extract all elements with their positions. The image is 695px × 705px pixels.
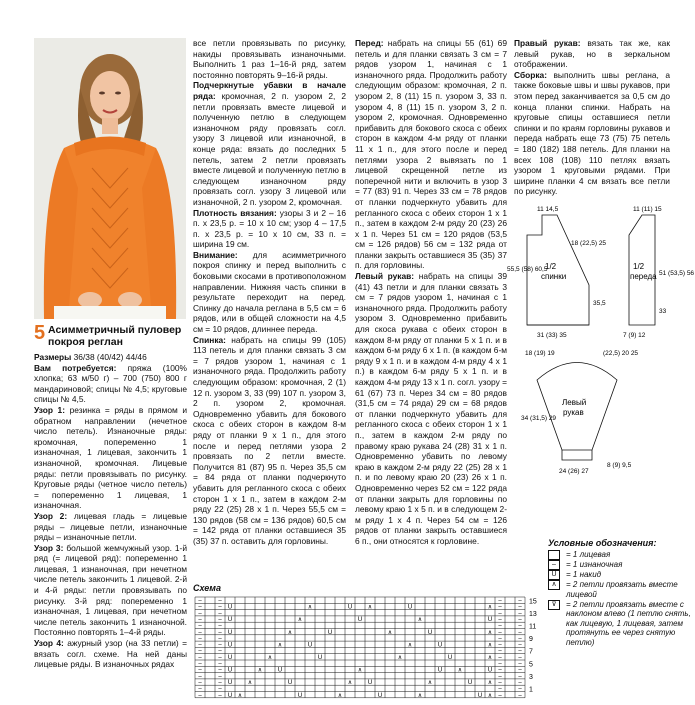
chart-purl-symbol: – [518, 623, 522, 630]
back-dim-width: 31 (33) 35 [537, 332, 567, 339]
paragraph-label: Левый рукав: [355, 271, 415, 282]
chart-purl-symbol: – [218, 667, 222, 674]
chart-stitch-symbol: U [357, 617, 363, 624]
chart-stitch-symbol: ∧ [387, 629, 393, 636]
paragraph-text: для асимметричного покроя спинку и перед выполнить с боковыми скосами в противоположном направлении. Нижняя часть спинки в результате переходит на перед. Спинку до начала реглана в 5,5 см = 6 рядов, или в общей сложности на 4,5 см = 10 рядов, длиннее переда. [193, 249, 346, 335]
chart-stitch-symbol: U [277, 667, 283, 674]
chart-row-number: 11 [529, 623, 537, 631]
pattern-name: Асимметричный пуловер покроя реглан [48, 324, 182, 348]
chart-purl-symbol: – [198, 661, 202, 668]
back-dim-height: 55,5 (58) 60,5 [507, 266, 548, 273]
chart-stitch-symbol: ∧ [337, 692, 343, 699]
chart-purl-symbol: – [218, 680, 222, 687]
legend-item [548, 600, 693, 648]
paragraph [355, 38, 507, 271]
chart-purl-symbol: – [218, 617, 222, 624]
front-label-2: переда [630, 272, 657, 281]
paragraph [34, 352, 187, 363]
legend-text: = 1 лицевая [566, 550, 611, 559]
chart-purl-symbol: – [198, 667, 202, 674]
paragraph-label: Сборка: [514, 69, 547, 80]
legend-text: = 1 накид [566, 570, 602, 579]
legend [548, 538, 693, 648]
chart-purl-symbol: – [218, 686, 222, 693]
chart-stitch-symbol: U [287, 680, 293, 687]
chart-stitch-symbol: ∧ [487, 604, 493, 611]
sleeve-dim-width: 24 (26) 27 [559, 468, 589, 475]
chart-purl-symbol: – [218, 673, 222, 680]
chart-purl-symbol: – [218, 642, 222, 649]
text-column-3 [355, 38, 507, 547]
chart-stitch-symbol: U [407, 604, 413, 611]
legend-items [548, 550, 693, 647]
chart-stitch-symbol: U [327, 629, 333, 636]
paragraph-text: пряжа (100% хлопка; 63 м/50 г) – 700 (750) 800 г мандариновой; спицы № 4,5; круговые спицы № 4,5. [34, 362, 187, 405]
chart-stitch-symbol: ∧ [457, 667, 463, 674]
chart-purl-symbol: – [518, 604, 522, 611]
paragraph-label: Спинка: [193, 334, 226, 345]
chart-row-number: 3 [529, 673, 533, 681]
chart-stitch-symbol: U [307, 642, 313, 649]
front-dim-side: 33 [659, 308, 667, 315]
paragraph-label: Узор 4: [34, 638, 64, 649]
sleeve-label-1: Левый [562, 398, 587, 407]
chart-purl-symbol: – [498, 661, 502, 668]
chart-stitch-symbol: U [227, 629, 233, 636]
chart-purl-symbol: – [218, 598, 222, 605]
sleeve-dim-top: 18 (19) 19 [525, 350, 555, 357]
paragraph-label: Узор 1: [34, 404, 65, 415]
chart-purl-symbol: – [218, 661, 222, 668]
chart-grid [195, 597, 525, 698]
chart-stitch-symbol: U [297, 692, 303, 699]
chart-row-number: 15 [529, 598, 537, 606]
chart-stitch-symbol: U [227, 655, 233, 661]
front-dim-width: 7 (9) 12 [623, 332, 646, 339]
chart-stitch-symbol: U [227, 680, 233, 687]
paragraph [514, 70, 670, 197]
paragraph-label: Размеры [34, 352, 72, 362]
chart-row-number: 9 [529, 636, 533, 644]
chart-purl-symbol: – [198, 629, 202, 636]
chart-stitch-symbol: U [467, 680, 473, 687]
paragraph [34, 405, 187, 511]
chart-purl-symbol: – [218, 623, 222, 630]
chart-stitch-symbol: U [227, 667, 233, 674]
chart-purl-symbol: – [498, 629, 502, 636]
paragraph-text: вязать так же, как левый рукав, но в зеркальном отображении. [514, 38, 670, 70]
chart-purl-symbol: – [518, 667, 522, 674]
chart-purl-symbol: – [498, 667, 502, 674]
front-dim-top: 11 (11) 15 [633, 206, 662, 213]
paragraph-label: Вам потребуется: [34, 362, 117, 373]
paragraph-text: набрать на спицы 39 (41) 43 петли и для планки связать 3 см = 7 рядов узором 1, начиная с 1 изнаночного ряда. Продолжить работу узором 3. Одновременно прибавить для скоса рукава с обеих сторон в каждом 8-м ряду от планки 5 x 1 п. и в каждом 6-м ряду 6 x 1 п. (в каждом 6-м ряду 9 x 1 п. и в каждом 4-м ряду 4 x 1 п.) в каждом 6-м ряду 5 x 1 п. и в каждом 4-м ряду 13 x 1 п. согл. узору = 61 (67) 73 п. Через 34 см = 80 рядов (31,5 см = 74 ряда) 29 см = 68 рядов от планки подчеркнуто убавить для регланного скоса с обеих сторон 1 x 1 п., затем в каждом 2-м ряду по правому краю рукава 24 (28) 31 x 1 п. Одновременно убавить по левому краю в каждом 2-м ряду 22 (25) 28 x 1 п. и по левому краю 20 (23) 26 x 1 п. Одновременно через 52 см = 122 ряда от планки закрыть для горловины по левому краю 1 x 5 п. и в следующем 2-м ряду 1 x 4 п. Через 54 см = 126 рядов от планки закрыть оставшиеся 6 п., они относятся к горловине. [355, 271, 508, 546]
chart-purl-symbol: – [198, 648, 202, 655]
chart-purl-symbol: – [218, 604, 222, 611]
paragraph-text: выполнить швы реглана, а также боковые швы и швы рукавов, при этом перед заканчивается за 0,5 см до конца планки спинки. Набрать на круговые спицы оставшиеся петли спинки и по краям горловины рукавов и переда набрать еще 73 (75) 75 петель = 180 (182) 188 петель. Для планки на всех 108 (108) 110 петлях вязать узором 1 круговыми рядами. При ширине планки 4 см вязать все петли по рисунку. [514, 69, 670, 197]
paragraph [193, 38, 346, 80]
chart-purl-symbol: – [518, 610, 522, 617]
pattern-number: 5 [34, 322, 46, 344]
sleeve-dim-cuff: 8 (9) 9,5 [607, 462, 632, 469]
chart-purl-symbol: – [198, 642, 202, 649]
sleeve-dim-height: 34 (31,5) 29 [521, 415, 557, 422]
chart-purl-symbol: – [198, 598, 202, 605]
legend-item [548, 570, 693, 580]
chart-purl-symbol: – [218, 629, 222, 636]
chart-purl-symbol: – [518, 617, 522, 624]
chart-stitch-symbol: ∧ [367, 604, 373, 611]
chart-row-number: 7 [529, 648, 533, 656]
chart-purl-symbol: – [218, 610, 222, 617]
chart-purl-symbol: – [198, 604, 202, 611]
legend-text: = 2 петли провязать вместе с наклоном влево (1 петлю снять, как лицевую, 1 лицевая, затем протянуть ее через снятую петлю) [566, 599, 691, 647]
text-column-2 [193, 38, 346, 547]
text-column-4 [514, 38, 670, 197]
chart-stitch-symbol: U [437, 667, 443, 674]
legend-symbol: ∧ [548, 580, 560, 590]
chart-stitch-symbol: ∧ [357, 667, 363, 674]
chart-stitch-symbol: ∧ [487, 629, 493, 636]
chart-purl-symbol: – [498, 686, 502, 693]
paragraph [34, 363, 187, 405]
paragraph-text: резинка = ряды в прямом и обратном направлении (нечетное число петель). Изнаночные ряды: кромочная, попеременно 1 изнаночная, 1 лицевая, закончить 1 изнаночной, кромочная. Лицевые ряды: петли провязывать по рисунку. Круговые ряды (четное число петель) = попеременно 1 лицевая, 1 изнаночная. [34, 404, 187, 511]
chart-stitch-symbol: ∧ [237, 692, 243, 699]
chart-purl-symbol: – [518, 648, 522, 655]
chart-purl-symbol: – [498, 642, 502, 649]
paragraph [34, 543, 187, 638]
chart-purl-symbol: – [498, 604, 502, 611]
chart-stitch-symbol: ∧ [247, 680, 253, 687]
chart-purl-symbol: – [498, 636, 502, 643]
paragraph-text: набрать на спицы 99 (105) 113 петель и для планки связать 3 см = 7 рядов узором 1, начиная с 1 изнаночного ряда. Продолжить работу следующим образом: кромочная, 2 (1) 12 п. узором 3, 33 (99) 107 п. узором 3, 2 п. узором 2, кромочная. Одновременно убавить для бокового скоса с обеих сторон в каждом 8-м ряду от планки 9 x 1 п., для этого после и перед петлями узора 2 провязать по 2 петли вместе. Получится 81 (87) 95 п. Через 35,5 см = 84 ряда от планки подчеркнуто убавить для регланного скоса с обеих сторон 1 x 1 п., затем в каждом 2-м ряду 22 (25) 28 x 1 п. Через 55,5 см = 130 рядов (58 см = 136 рядов) 60,5 см = 142 ряда от планки оставшиеся 35 (35) 37 п. оставить для горловины. [193, 334, 346, 546]
chart-stitch-symbol: U [427, 629, 433, 636]
chart-stitch-symbol: U [487, 617, 493, 624]
paragraph-text: кромочная, 2 п. узором 2, 2 петли провязать вместе лицевой и полученную петлю в следующем изнаночном ряду провязать согл. узору 3 лицевой или изнаночной, в конце ряда: вязать до последних 5 петель, затем 2 петли провязать вместе лицевой и полученную петлю в следующем изнаночном ряду провязать согл. узору 3 лицевой или изнаночной, 2 п. узором 2, кромочная. [193, 90, 346, 207]
paragraph-label: Плотность вязания: [193, 207, 277, 218]
chart-stitch-symbol: ∧ [397, 655, 403, 661]
chart-stitch-symbol: U [367, 680, 373, 687]
paragraph-text: лицевая гладь = лицевые ряды – лицевые петли, изнаночные ряды – изнаночные петли. [34, 510, 187, 543]
chart-stitch-symbol: ∧ [277, 642, 283, 649]
chart-purl-symbol: – [498, 617, 502, 624]
chart-title: Схема [193, 583, 221, 593]
chart-purl-symbol: – [518, 680, 522, 687]
chart-purl-symbol: – [518, 636, 522, 643]
chart-purl-symbol: – [498, 692, 502, 699]
chart-stitch-symbol: ∧ [487, 642, 493, 649]
legend-symbol [548, 550, 560, 560]
chart-purl-symbol: – [218, 655, 222, 661]
paragraph [34, 511, 187, 543]
chart-purl-symbol: – [198, 636, 202, 643]
chart-purl-symbol: – [518, 655, 522, 661]
paragraph [34, 638, 187, 670]
chart-purl-symbol: – [198, 610, 202, 617]
chart-purl-symbol: – [518, 629, 522, 636]
legend-text: = 1 изнаночная [566, 560, 623, 569]
legend-item [548, 560, 693, 570]
chart-stitch-symbol: U [437, 642, 443, 649]
paragraph [355, 271, 507, 546]
chart-stitch-symbol: ∧ [427, 680, 433, 687]
chart-purl-symbol: – [518, 661, 522, 668]
chart-purl-symbol: – [498, 655, 502, 661]
chart-purl-symbol: – [498, 673, 502, 680]
paragraph-text: ажурный узор (на 33 петли) = вязать согл. схеме. На ней даны лицевые ряды. В изнаночных рядах [34, 638, 187, 670]
back-dim-raglan: 18 (22,5) 25 [571, 240, 607, 247]
chart-purl-symbol: – [498, 648, 502, 655]
knitting-chart [193, 595, 548, 700]
paragraph [514, 38, 670, 70]
chart-purl-symbol: – [518, 692, 522, 699]
chart-stitch-symbol: U [227, 617, 233, 624]
chart-purl-symbol: – [518, 686, 522, 693]
legend-item [548, 580, 693, 599]
chart-stitch-symbol: ∧ [347, 680, 353, 687]
sweater-photo [34, 38, 186, 319]
paragraph [193, 335, 346, 547]
chart-stitch-symbol: ∧ [287, 629, 293, 636]
chart-purl-symbol: – [218, 692, 222, 699]
front-dim-height: 51 (53,5) 56 [659, 270, 695, 277]
chart-stitch-symbol: ∧ [417, 617, 423, 624]
chart-purl-symbol: – [518, 598, 522, 605]
back-label-2: спинки [541, 272, 567, 281]
chart-purl-symbol: – [198, 655, 202, 661]
chart-purl-symbol: – [198, 686, 202, 693]
chart-stitch-symbol: ∧ [307, 604, 313, 611]
chart-purl-symbol: – [498, 598, 502, 605]
paragraph [193, 208, 346, 250]
chart-purl-symbol: – [198, 617, 202, 624]
chart-stitch-symbol: U [227, 642, 233, 649]
paragraph-text: все петли провязывать по рисунку, накиды провязывать изнаночными. Выполнить 1 раз 1–16-й ряд, затем постоянно повторять 9–16-й ряды. [193, 38, 346, 80]
chart-stitch-symbol: ∧ [487, 655, 493, 661]
paragraph-label: Перед: [355, 38, 384, 48]
paragraph-label: Узор 2: [34, 510, 68, 521]
chart-stitch-symbol: U [477, 692, 483, 699]
chart-stitch-symbol: U [487, 667, 493, 674]
paragraph-text: большой жемчужный узор. 1-й ряд (= лицевой ряд): попеременно 1 лицевая, 1 изнаночная, при нечетном числе петель закончить 1 лицевой. 2-й и 4-й ряды: петли провязывать по рисунку. 3-й ряд: попеременно 1 изнаночная, 1 лицевая, при нечетном числе петель закончить 1 изнаночной. Постоянно повторять 1–4-й ряды. [34, 542, 187, 638]
chart-purl-symbol: – [198, 692, 202, 699]
chart-purl-symbol: – [498, 680, 502, 687]
chart-stitch-symbol: ∧ [407, 642, 413, 649]
chart-purl-symbol: – [218, 648, 222, 655]
chart-row-number: 13 [529, 610, 537, 618]
paragraph-text: узоры 3 и 2 – 16 п. x 23,5 р. = 10 x 10 см; узор 4 – 17,5 п. x 23,5 р. = 10 x 10 см, 33 п. = ширина 19 см. [193, 207, 346, 250]
paragraph [193, 250, 346, 335]
garment-schematics [507, 205, 695, 535]
paragraph-text: набрать на спицы 55 (61) 69 петель и для планки связать 3 см = 7 рядов узором 1, начиная с 1 изнаночного ряда. Продолжить работу следующим образом: кромочная, 2 п. узором 2, 8 (11) 15 п. узором 3, 33 п. узором 4, 8 (11) 15 п. узором 3, 2 п. узором 2, кромочная. Одновременно прибавить для бокового скоса с обеих сторон в каждом 4-м ряду от планки 11 x 1 п., для этого после и перед петлями узора 2 вывязать по 1 лицевой скрещенной петле из поперечной нити и включить в узор 3 = 77 (83) 91 п. Через 33 см = 78 рядов от планки подчеркнуто убавить для регланного скоса с обеих сторон 1 x 1 п., затем в каждом 2-м ряду 20 (23) 26 x 1 п. Через 51 см = 120 рядов (53,5 см = 126 рядов) 56 см = 132 ряда от планки закрыть оставшиеся 35 (35) 37 п. для горловины. [355, 38, 507, 271]
chart-stitch-symbol: ∧ [267, 655, 273, 661]
chart-stitch-symbol: ∧ [487, 680, 493, 687]
legend-item [548, 550, 693, 560]
chart-stitch-symbol: U [317, 655, 323, 661]
chart-stitch-symbol: U [347, 604, 353, 611]
chart-stitch-symbol: ∧ [487, 692, 493, 699]
sleeve-dim-raglan: (22,5) 20 25 [603, 350, 639, 357]
chart-purl-symbol: – [518, 673, 522, 680]
legend-title: Условные обозначения: [548, 538, 657, 548]
legend-symbol: U [548, 570, 560, 580]
back-label-1: 1/2 [545, 262, 557, 271]
chart-stitch-symbol: U [227, 692, 233, 699]
chart-stitch-symbol: ∧ [417, 692, 423, 699]
paragraph [193, 80, 346, 207]
legend-text: = 2 петли провязать вместе лицевой [566, 580, 678, 599]
chart-row-number: 5 [529, 661, 533, 669]
chart-stitch-symbol: U [227, 604, 233, 611]
chart-stitch-symbol: U [447, 655, 453, 661]
sleeve-label-2: рукав [563, 408, 584, 417]
chart-purl-symbol: – [198, 680, 202, 687]
back-dim-top: 11 14,5 [537, 206, 559, 213]
chart-row-number: 1 [529, 686, 533, 694]
back-dim-side: 35,5 [593, 300, 606, 307]
paragraph-label: Правый рукав: [514, 38, 581, 48]
paragraph-label: Внимание: [193, 249, 238, 260]
paragraph-label: Узор 3: [34, 542, 64, 553]
text-column-1 [34, 352, 187, 670]
legend-symbol: ⊽ [548, 600, 560, 610]
chart-stitch-symbol: ∧ [257, 667, 263, 674]
chart-stitch-symbol: ∧ [297, 617, 303, 624]
chart-purl-symbol: – [198, 673, 202, 680]
chart-purl-symbol: – [498, 610, 502, 617]
chart-purl-symbol: – [198, 623, 202, 630]
chart-purl-symbol: – [518, 642, 522, 649]
chart-stitch-symbol: U [377, 692, 383, 699]
paragraph-label: Подчеркнутые убавки в начале ряда: [193, 80, 346, 101]
chart-purl-symbol: – [498, 623, 502, 630]
legend-symbol: – [548, 560, 560, 570]
front-label-1: 1/2 [633, 262, 645, 271]
paragraph-text: 36/38 (40/42) 44/46 [71, 352, 147, 362]
chart-purl-symbol: – [218, 636, 222, 643]
